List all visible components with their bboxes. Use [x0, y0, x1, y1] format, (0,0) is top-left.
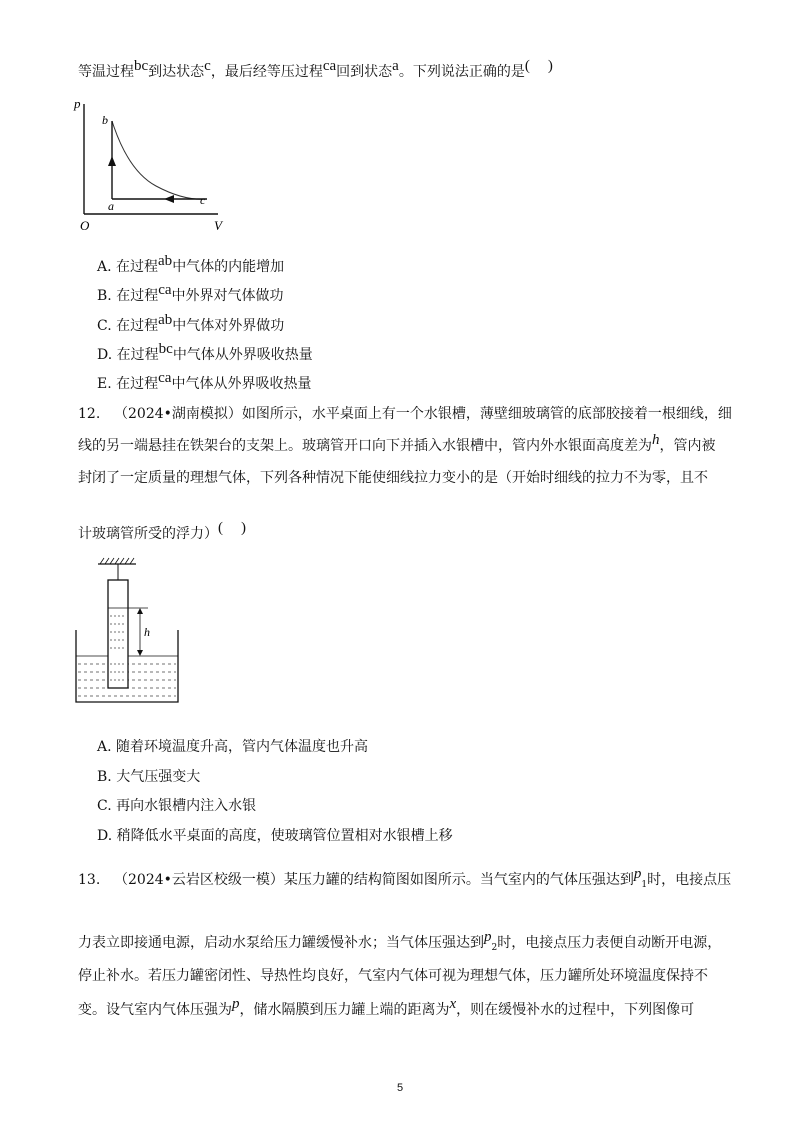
label-c: c: [200, 193, 206, 207]
answer-paren-close: ): [241, 520, 246, 536]
support-hatching: [100, 558, 134, 564]
page-number: 5: [396, 1082, 404, 1094]
var-a: a: [392, 58, 399, 74]
var-h: h: [652, 432, 660, 448]
isotherm-bc: [112, 121, 207, 199]
q11-text: 到达状态: [148, 64, 205, 80]
label-b: b: [102, 113, 108, 127]
q11-stem-line: [78, 58, 553, 82]
var-c: c: [204, 58, 211, 74]
q11-option-d[interactable]: D. 在过程bc中气体从外界吸收热量: [97, 341, 313, 363]
q12-stem-line-4: 计玻璃管所受的浮力）( ): [78, 520, 246, 542]
arrow-up-icon: [108, 156, 116, 166]
answer-paren-open: (: [218, 520, 223, 536]
q11-option-c[interactable]: C. 在过程ab中气体对外界做功: [97, 312, 285, 334]
label-p: p: [74, 96, 81, 111]
question-source: （2024•云岩区校级一模）: [114, 872, 284, 888]
arrow-up-icon: [137, 608, 143, 614]
var-x: x: [449, 996, 457, 1012]
q11-text: ，最后经等压过程: [210, 64, 323, 80]
var-p2: p: [484, 929, 492, 945]
q12-stem-line-1: 12. （2024•湖南模拟）如图所示，水平桌面上有一个水银槽，薄壁细玻璃管的底部胶接着一根细线，细: [78, 406, 732, 422]
q11-text: 回到状态: [336, 64, 393, 80]
var-p: p: [232, 996, 240, 1012]
arrow-left-icon: [164, 195, 174, 203]
question-source: （2024•湖南模拟）: [114, 406, 242, 422]
q12-option-d[interactable]: D. 稍降低水平桌面的高度，使玻璃管位置相对水银槽上移: [97, 828, 453, 844]
q11-text: 。下列说法正确的是: [398, 64, 525, 80]
q13-stem-line-4: 变。设气室内气体压强为p，储水隔膜到压力罐上端的距离为x，则在缓慢补水的过程中，下列图像可: [78, 996, 695, 1018]
var-ca: ca: [322, 58, 337, 74]
label-h: h: [144, 625, 150, 639]
q13-stem-line-2: 力表立即接通电源，启动水泵给压力罐缓慢补水；当气体压强达到$p_2$时，电接点压力表便自动断开电源，: [78, 929, 722, 953]
arrow-down-icon: [137, 650, 143, 656]
q11-option-e[interactable]: E. 在过程ca中气体从外界吸收热量: [97, 370, 312, 392]
q11-text: 等温过程: [78, 64, 134, 80]
q12-option-b[interactable]: B. 大气压强变大: [97, 769, 201, 785]
answer-paren-close: ): [547, 58, 553, 74]
q12-stem-line-3: 封闭了一定质量的理想气体，下列各种情况下能使细线拉力变小的是（开始时细线的拉力不为零，且不: [78, 470, 708, 486]
pv-diagram: [72, 96, 232, 236]
q13-stem-line-3: 停止补水。若压力罐密闭性、导热性均良好，气室内气体可视为理想气体，压力罐所处环境温度保持不: [78, 968, 708, 984]
label-o: O: [80, 218, 90, 233]
q11-option-b[interactable]: B. 在过程ca中外界对气体做功: [97, 282, 284, 304]
label-v: V: [214, 218, 222, 233]
answer-paren-open: (: [524, 58, 530, 74]
question-number: 13.: [78, 872, 101, 888]
var-bc: bc: [134, 58, 149, 74]
q11-option-a[interactable]: A. 在过程ab中气体的内能增加: [97, 253, 285, 275]
mercury-trough-figure: [70, 556, 190, 706]
question-number: 12.: [78, 406, 101, 422]
q12-option-a[interactable]: A. 随着环境温度升高，管内气体温度也升高: [97, 739, 369, 755]
q12-stem-line-2: 线的另一端悬挂在铁架台的支架上。玻璃管开口向下并插入水银槽中，管内外水银面高度差为h，管内被: [78, 432, 716, 454]
label-a: a: [108, 199, 114, 213]
var-p1: p: [633, 866, 642, 882]
q13-stem-line-1: 13. （2024•云岩区校级一模）某压力罐的结构简图如图所示。当气室内的气体压强达到$p_1$时，电接点压: [78, 866, 732, 890]
q12-option-c[interactable]: C. 再向水银槽内注入水银: [97, 798, 257, 814]
